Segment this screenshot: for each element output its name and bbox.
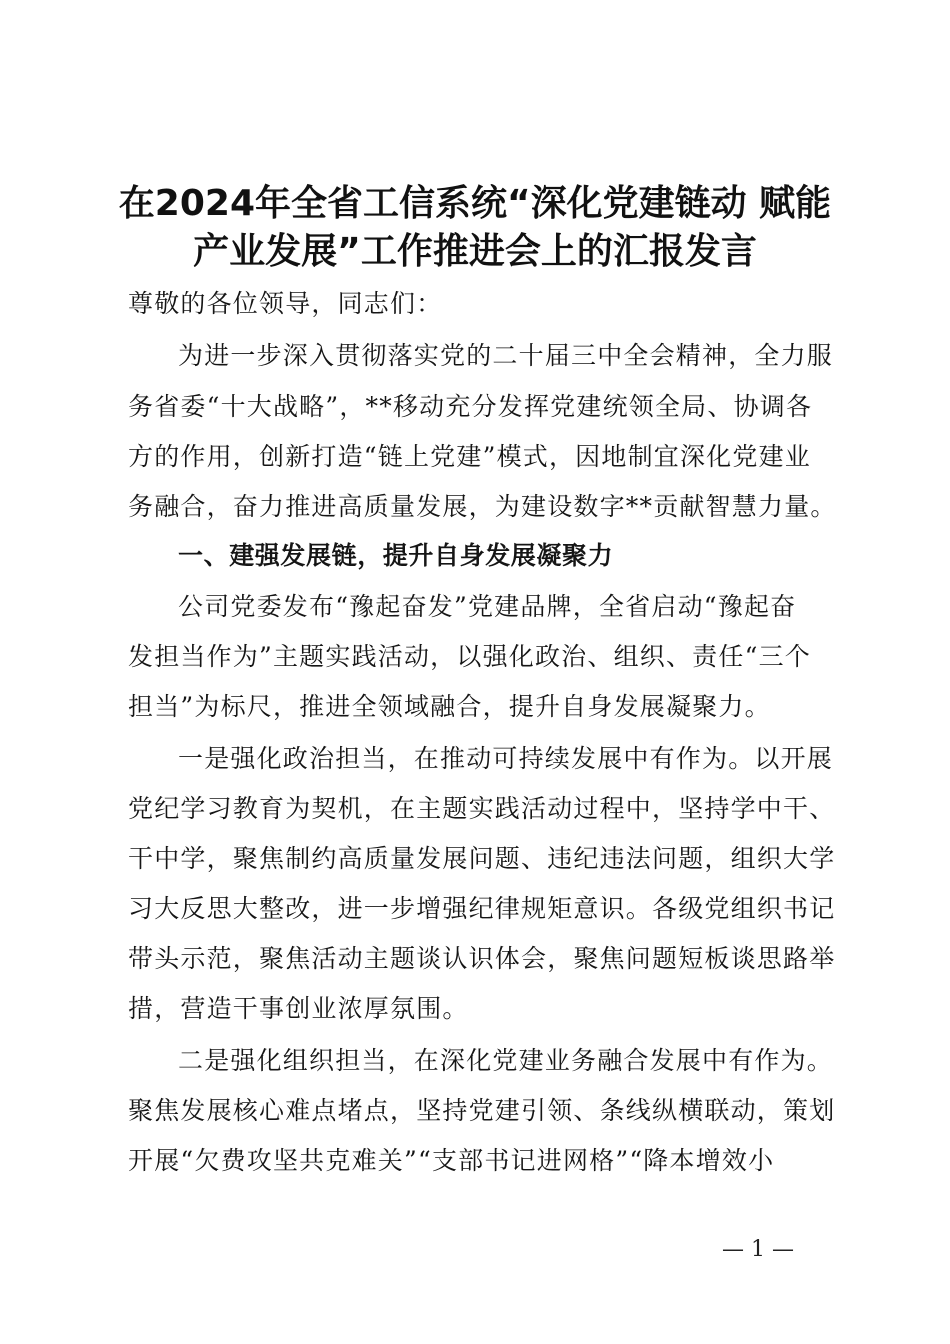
paragraph-3-line-1: 一是强化政治担当，在推动可持续发展中有作为。以开展	[178, 744, 834, 773]
paragraph-1-line-2: 务省委“十大战略”，**移动充分发挥党建统领全局、协调各	[128, 392, 813, 421]
paragraph-3-line-3: 干中学，聚焦制约高质量发展问题、违纪违法问题，组织大学	[128, 844, 836, 873]
paragraph-3-line-6: 措，营造干事创业浓厚氛围。	[128, 994, 469, 1023]
paragraph-3-line-4: 习大反思大整改，进一步增强纪律规矩意识。各级党组织书记	[128, 894, 836, 923]
section-heading-1: 一、建强发展链，提升自身发展凝聚力	[178, 541, 614, 570]
document-title-line-2: 产业发展”工作推进会上的汇报发言	[193, 231, 757, 272]
page-number: — 1 —	[722, 1237, 794, 1262]
paragraph-4-line-1: 二是强化组织担当，在深化党建业务融合发展中有作为。	[178, 1046, 834, 1075]
document-title-line-1: 在2024年全省工信系统“深化党建链动 赋能	[118, 183, 832, 224]
paragraph-1-line-4: 务融合，奋力推进高质量发展，为建设数字**贡献智慧力量。	[128, 492, 837, 521]
paragraph-1-line-3: 方的作用，创新打造“链上党建”模式，因地制宜深化党建业	[128, 442, 811, 471]
salutation: 尊敬的各位领导，同志们：	[128, 289, 443, 318]
paragraph-4-line-3: 开展“欠费攻坚共克难关”“支部书记进网格”“降本增效小	[128, 1146, 775, 1175]
paragraph-3-line-2: 党纪学习教育为契机，在主题实践活动过程中，坚持学中干、	[128, 794, 836, 823]
paragraph-4-line-2: 聚焦发展核心难点堵点，坚持党建引领、条线纵横联动，策划	[128, 1096, 836, 1125]
paragraph-2-line-2: 发担当作为”主题实践活动，以强化政治、组织、责任“三个	[128, 642, 811, 671]
paragraph-2-line-3: 担当”为标尺，推进全领域融合，提升自身发展凝聚力。	[128, 692, 771, 721]
paragraph-3-line-5: 带头示范，聚焦活动主题谈认识体会，聚焦问题短板谈思路举	[128, 944, 836, 973]
paragraph-1-line-1: 为进一步深入贯彻落实党的二十届三中全会精神，全力服	[178, 341, 834, 370]
paragraph-2-line-1: 公司党委发布“豫起奋发”党建品牌，全省启动“豫起奋	[178, 592, 797, 621]
